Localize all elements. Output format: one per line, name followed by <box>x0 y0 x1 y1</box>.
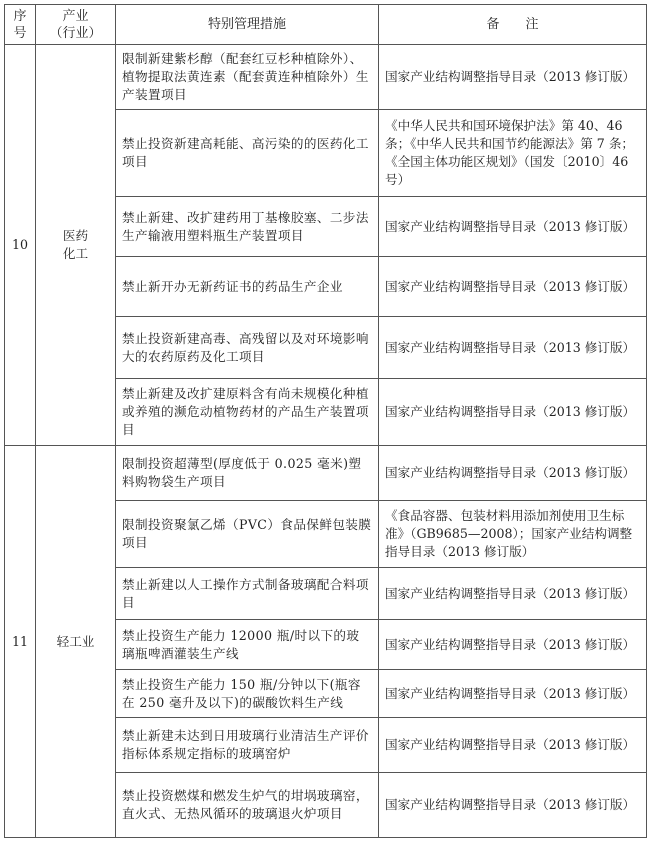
header-note: 备 注 <box>379 5 647 45</box>
industry-text: 轻工业 <box>56 633 95 649</box>
header-industry <box>36 5 116 45</box>
note-cell: 国家产业结构调整指导目录（2013 修订版） <box>379 773 647 838</box>
measure-cell: 禁止新开办无新药证书的药品生产企业 <box>116 257 379 317</box>
measure-cell: 禁止新建及改扩建原料含有尚未规模化种植或养殖的濒危动植物药材的产品生产装置项目 <box>116 379 379 446</box>
header-seq-text: 序 号 <box>13 8 27 41</box>
industry-cell <box>36 45 116 446</box>
header-industry-text: 产业 （行业） <box>49 8 102 41</box>
note-cell: 国家产业结构调整指导目录（2013 修订版） <box>379 317 647 379</box>
table-row <box>5 45 647 110</box>
measure-cell: 禁止投资新建高耗能、高污染的的医药化工项目 <box>116 110 379 197</box>
note-cell: 国家产业结构调整指导目录（2013 修订版） <box>379 670 647 718</box>
header-measure: 特别管理措施 <box>116 5 379 45</box>
header-row <box>5 5 647 45</box>
header-seq <box>5 5 36 45</box>
measure-cell: 限制投资超薄型(厚度低于 0.025 毫米)塑料购物袋生产项目 <box>116 446 379 501</box>
measure-cell: 禁止新建以人工操作方式制备玻璃配合料项目 <box>116 568 379 620</box>
measure-cell: 禁止新建、改扩建药用丁基橡胶塞、二步法生产输液用塑料瓶生产装置项目 <box>116 197 379 257</box>
measure-cell: 禁止新建未达到日用玻璃行业清洁生产评价指标体系规定指标的玻璃窑炉 <box>116 718 379 773</box>
note-cell: 国家产业结构调整指导目录（2013 修订版） <box>379 718 647 773</box>
policy-table <box>4 4 647 838</box>
measure-cell: 限制投资聚氯乙烯（PVC）食品保鲜包装膜项目 <box>116 501 379 568</box>
note-cell: 国家产业结构调整指导目录（2013 修订版） <box>379 45 647 110</box>
seq-cell: 10 <box>5 45 36 446</box>
measure-cell: 禁止投资生产能力 150 瓶/分钟以下(瓶容在 250 毫升及以下)的碳酸饮料生产线 <box>116 670 379 718</box>
measure-cell: 禁止投资新建高毒、高残留以及对环境影响大的农药原药及化工项目 <box>116 317 379 379</box>
note-cell: 国家产业结构调整指导目录（2013 修订版） <box>379 257 647 317</box>
note-cell: 《食品容器、包装材料用添加剂使用卫生标准》（GB9685—2008）；国家产业结构调整指导目录（2013 修订版） <box>379 501 647 568</box>
note-cell: 《中华人民共和国环境保护法》第 40、46 条；《中华人民共和国节约能源法》第 7 条；《全国主体功能区规划》（国发〔2010〕46 号） <box>379 110 647 197</box>
seq-cell: 11 <box>5 446 36 838</box>
note-cell: 国家产业结构调整指导目录（2013 修订版） <box>379 568 647 620</box>
note-cell: 国家产业结构调整指导目录（2013 修订版） <box>379 379 647 446</box>
note-cell: 国家产业结构调整指导目录（2013 修订版） <box>379 197 647 257</box>
measure-cell: 限制新建紫杉醇（配套红豆杉种植除外）、植物提取法黄连素（配套黄连种植除外）生产装置项目 <box>116 45 379 110</box>
note-cell: 国家产业结构调整指导目录（2013 修订版） <box>379 620 647 670</box>
measure-cell: 禁止投资燃煤和燃发生炉气的坩埚玻璃窑，直火式、无热风循环的玻璃退火炉项目 <box>116 773 379 838</box>
industry-text: 医药 化工 <box>62 228 89 261</box>
table-row <box>5 446 647 501</box>
note-cell: 国家产业结构调整指导目录（2013 修订版） <box>379 446 647 501</box>
measure-cell: 禁止投资生产能力 12000 瓶/时以下的玻璃瓶啤酒灌装生产线 <box>116 620 379 670</box>
industry-cell <box>36 446 116 838</box>
